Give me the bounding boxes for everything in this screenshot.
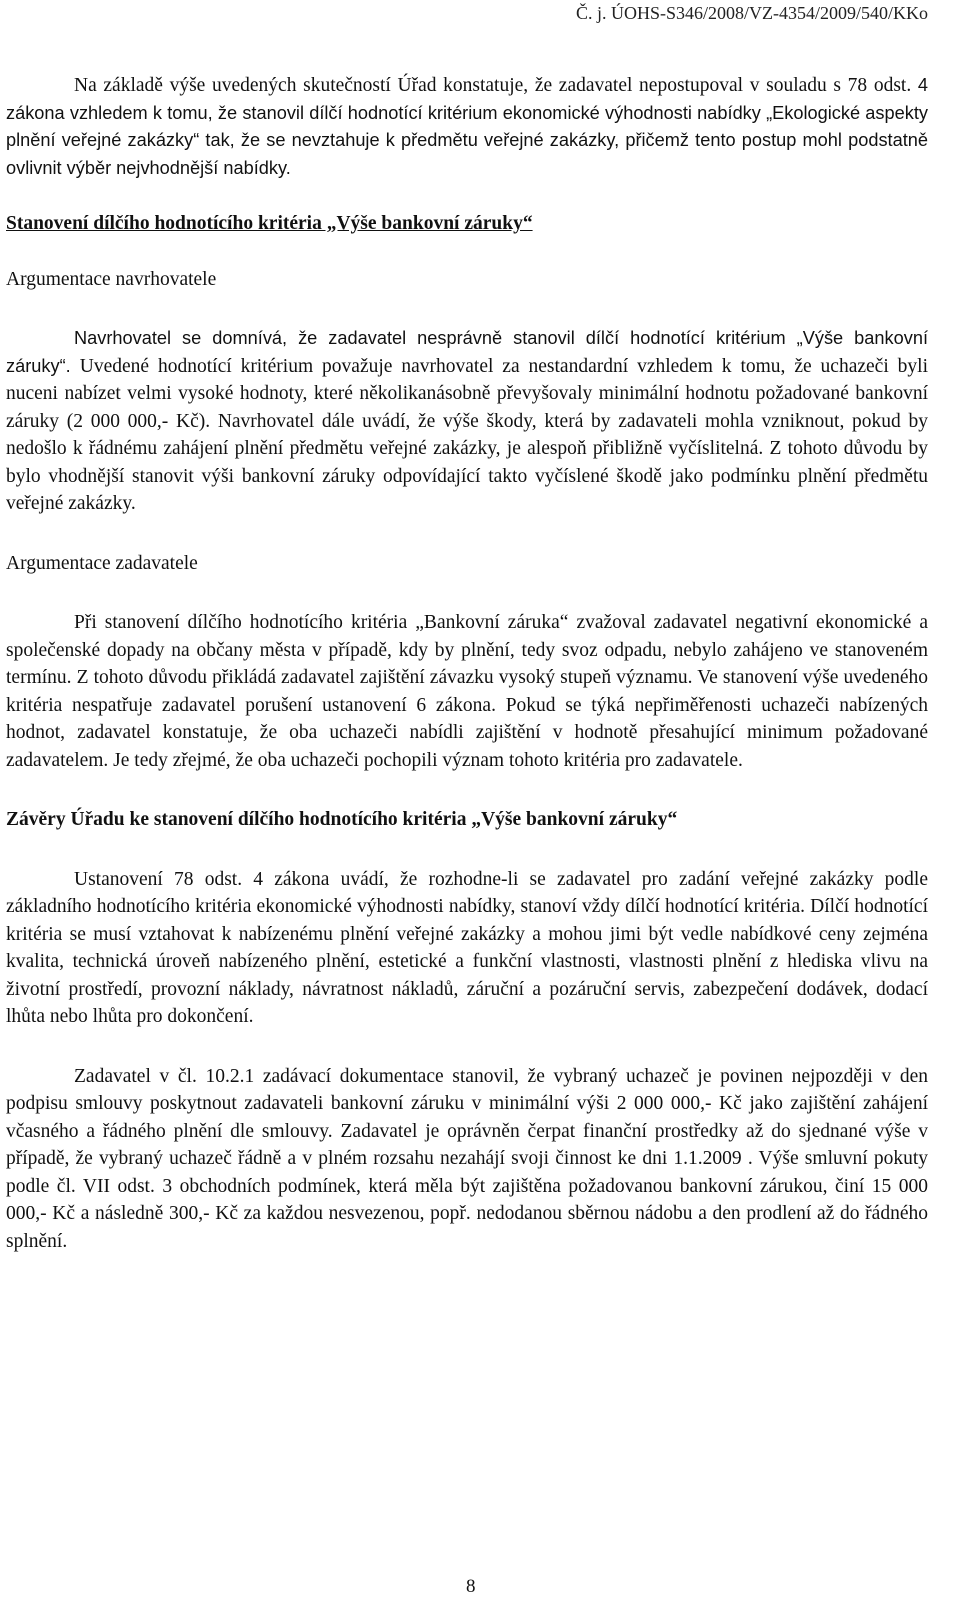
legal-provision-paragraph: Ustanovení 78 odst. 4 zákona uvádí, že rozhodne-li se zadavatel pro zadání veřejné zakázky podle základního hodnotícího kritéria ekonomické výhodnosti nabídky, stanoví vždy dílčí hodnotící kritéria. Dílčí hodnotící kritéria se musí vztahovat k nabízenému plnění veřejné zakázky a mohou jimi být vedle nabídkové ceny zejména kvalita, technická úroveň nabízeného plnění, estetické a funkční vlastnosti, vlastnosti plnění z hlediska vlivu na životní prostředí, provozní náklady, návratnost nákladů, záruční a pozáruční servis, zabezpečení dodávek, dodací lhůta nebo lhůta pro dokončení.	[6, 868, 928, 1027]
section-heading-bank-guarantee: Stanovení dílčího hodnotícího kritéria „Výše bankovní záruky“	[6, 213, 533, 234]
tender-documentation-paragraph: Zadavatel v čl. 10.2.1 zadávací dokumentace stanovil, že vybraný uchazeč je povinen nejpozději v den podpisu smlouvy poskytnout zadavateli bankovní záruku v minimální výši 2 000 000,- Kč jako zajištění zahájení včasného a řádného plnění dle smlouvy. Zadavatel je oprávněn čerpat finanční prostředky až do sjednané výše v případě, že vybraný uchazeč řádně a v plném rozsahu nezahájí svoji činnost ke dni 1.1.2009 . Výše smluvní pokuty podle čl. VII odst. 3 obchodních podmínek, která měla být zajištěna požadovanou bankovní zárukou, činí 15 000 000,- Kč a následně 300,- Kč za každou nesvezenou, popř. nedodanou sběrnou nádobu a den prodlení až do řádného splnění.	[6, 1065, 928, 1252]
petitioner-paragraph	[6, 325, 928, 518]
petitioner-paragraph-part-a: Navrhovatel se domnívá, že zadavatel nesprávně stanovil dílčí hodnotící kritérium „Výše bankovní záruky“.	[6, 328, 928, 376]
conclusion-paragraph	[6, 72, 928, 182]
conclusion-paragraph-part-b: 4 zákona vzhledem k tomu, že stanovil dílčí hodnotící kritérium ekonomické výhodnosti nabídky „Ekologické aspekty plnění veřejné zakázky“ tak, že se nevztahuje k předmětu veřejné zakázky, přičemž tento postup mohl podstatně ovlivnit výběr nejvhodnější nabídky.	[6, 75, 928, 178]
contracting-authority-paragraph: Při stanovení dílčího hodnotícího kritéria „Bankovní záruka“ zvažoval zadavatel negativní ekonomické a společenské dopady na občany města v případě, kdy by plnění, tedy svoz odpadu, nebylo zahájeno ve stanoveném termínu. Z tohoto důvodu přikládá zadavatel zajištění závazku vysoký stupeň významu. Ve stanovení výše uvedeného kritéria nespatřuje zadavatel porušení ustanovení 6 zákona. Pokud se týká nepřiměřenosti uchazeči nabízených hodnot, zadavatel konstatuje, že oba uchazeči nabídli zajištění v hodnotě přesahující minimum požadované zadavatelem. Je tedy zřejmé, že oba uchazeči pochopili význam tohoto kritéria pro zadavatele.	[6, 612, 928, 771]
section-heading-office-conclusions: Závěry Úřadu ke stanovení dílčího hodnotícího kritéria „Výše bankovní záruky“	[6, 809, 678, 830]
subheading-petitioner-arguments: Argumentace navrhovatele	[6, 268, 217, 290]
page-number: 8	[466, 1576, 476, 1597]
document-page	[6, 0, 928, 1617]
subheading-contracting-authority-arguments: Argumentace zadavatele	[6, 552, 198, 574]
document-body	[6, 72, 928, 1255]
petitioner-paragraph-part-b: Uvedené hodnotící kritérium považuje navrhovatel za nestandardní vzhledem k tomu, že uchazeči byli nuceni nabízet velmi vysoké hodnoty, které několikanásobně převyšovaly minimální hodnotu požadované bankovní záruky (2 000 000,- Kč). Navrhovatel dále uvádí, že výše škody, která by zadavateli mohla vzniknout, pokud by nedošlo k řádnému zahájení plnění předmětu veřejné zakázky, je alespoň přibližně vyčíslitelná. Z tohoto důvodu by bylo vhodnější stanovit výši bankovní záruky odpovídající takto vyčíslené škodě jako podmínku plnění předmětu veřejné zakázky.	[6, 355, 928, 514]
case-reference: Č. j. ÚOHS-S346/2008/VZ-4354/2009/540/KKo	[575, 3, 928, 23]
conclusion-paragraph-part-a: Na základě výše uvedených skutečností Úřad konstatuje, že zadavatel nepostupoval v souladu s 78 odst.	[74, 75, 918, 96]
